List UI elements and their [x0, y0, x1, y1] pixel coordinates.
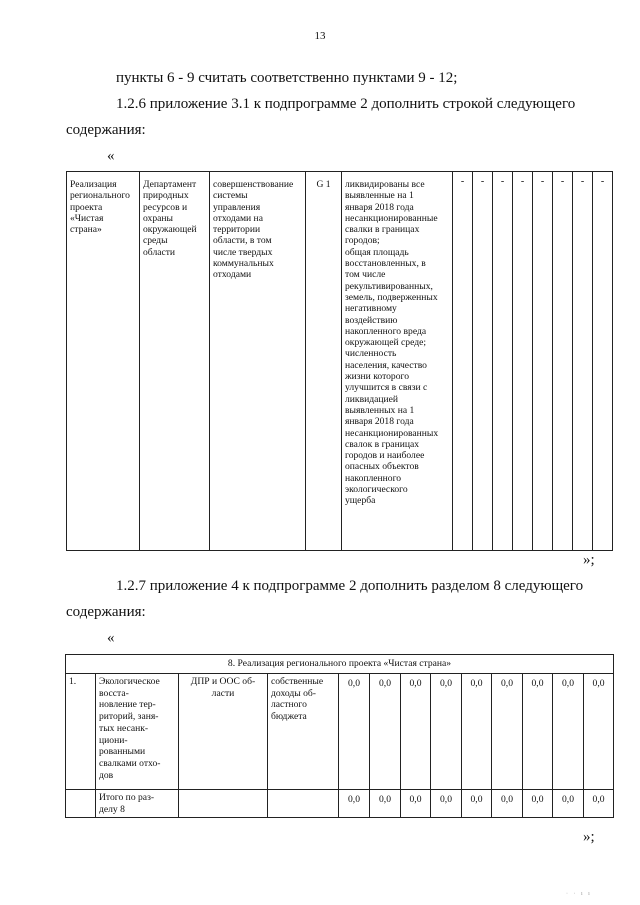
section-8-table — [65, 654, 614, 818]
expected-results-cell — [342, 172, 453, 551]
value-dash-cell: - — [453, 172, 473, 551]
paragraph-2-line-1: 1.2.6 приложение 3.1 к подпрограмме 2 дополнить строкой следующего — [116, 96, 576, 112]
total-value-cell: 0,0 — [492, 790, 523, 818]
total-value-cell: 0,0 — [462, 790, 492, 818]
paragraph-1: пункты 6 - 9 считать соответственно пунктами 9 - 12; — [116, 70, 458, 86]
value-cell: 0,0 — [431, 674, 462, 790]
executor-cell — [140, 172, 210, 551]
value-cell: 0,0 — [462, 674, 492, 790]
value-dash-cell: - — [573, 172, 593, 551]
total-executor-cell — [179, 790, 268, 818]
funding-source-cell — [268, 674, 339, 790]
total-label-cell — [96, 790, 179, 818]
goal-text: совершенствование системы управления отходами на территории области, в том числе твердых коммунальных отходами — [213, 179, 294, 281]
total-row-number — [66, 790, 96, 818]
paragraph-3-line-2: содержания: — [66, 604, 146, 620]
total-value-cell: 0,0 — [401, 790, 431, 818]
project-name-text: Реализация регионального проекта «Чистая страна» — [70, 179, 130, 236]
value-dash-cell: - — [533, 172, 553, 551]
paragraph-2-line-2: содержания: — [66, 122, 146, 138]
value-dash-cell: - — [593, 172, 613, 551]
funding-source-text: собственные доходы об- ластного бюджета — [271, 676, 324, 723]
expected-results-text: ликвидированы все выявленные на 1 января 2018 года несанкционированные свалки в границах городов; общая площадь восстановленных, в том числе рекультивированных, земель, подверженных негативному воздействию накопленного вреда окружающей среде; численность населения, качество жизни которого улучшится в связи с ликвидацией выявленных на 1 января 2018 года несанкционированных свалок в границах городов и наиболее опасных объектов накопленного экологического ущерба — [345, 179, 439, 507]
total-value-cell: 0,0 — [523, 790, 553, 818]
close-quote-2: »; — [583, 829, 595, 845]
value-dash-cell: - — [553, 172, 573, 551]
total-value-cell: 0,0 — [584, 790, 614, 818]
value-cell: 0,0 — [401, 674, 431, 790]
project-name-cell — [67, 172, 140, 551]
value-cell: 0,0 — [553, 674, 584, 790]
row-number: 1. — [66, 674, 96, 790]
value-cell: 0,0 — [523, 674, 553, 790]
open-quote-1: « — [107, 148, 115, 164]
value-cell: 0,0 — [339, 674, 370, 790]
total-value-cell: 0,0 — [431, 790, 462, 818]
value-cell: 0,0 — [492, 674, 523, 790]
total-label-text: Итого по раз- делу 8 — [99, 792, 155, 815]
program-row-table — [66, 171, 613, 551]
total-value-cell: 0,0 — [339, 790, 370, 818]
executor-text: Департамент природных ресурсов и охраны окружающей среды области — [143, 179, 197, 258]
total-value-cell: 0,0 — [370, 790, 401, 818]
paragraph-3-line-1: 1.2.7 приложение 4 к подпрограмме 2 дополнить разделом 8 следующего — [116, 578, 584, 594]
page-number: 13 — [314, 30, 326, 42]
footer-mark: · · ı ı — [566, 891, 592, 897]
executor-text: ДПР и ООС об- ласти — [190, 676, 256, 699]
close-quote-1: »; — [583, 552, 595, 568]
value-dash-cell: - — [473, 172, 493, 551]
executor-cell — [179, 674, 268, 790]
total-value-cell: 0,0 — [553, 790, 584, 818]
section-header: 8. Реализация регионального проекта «Чистая страна» — [66, 655, 614, 674]
measure-name-text: Экологическое восста- новление тер- риторий, заня- тых несанк- циони- рованными свалками отхо- дов — [99, 676, 161, 781]
value-cell: 0,0 — [584, 674, 614, 790]
total-source-cell — [268, 790, 339, 818]
code-cell: G 1 — [306, 172, 342, 551]
open-quote-2: « — [107, 630, 115, 646]
measure-name-cell — [96, 674, 179, 790]
value-cell: 0,0 — [370, 674, 401, 790]
goal-cell — [210, 172, 306, 551]
value-dash-cell: - — [513, 172, 533, 551]
value-dash-cell: - — [493, 172, 513, 551]
